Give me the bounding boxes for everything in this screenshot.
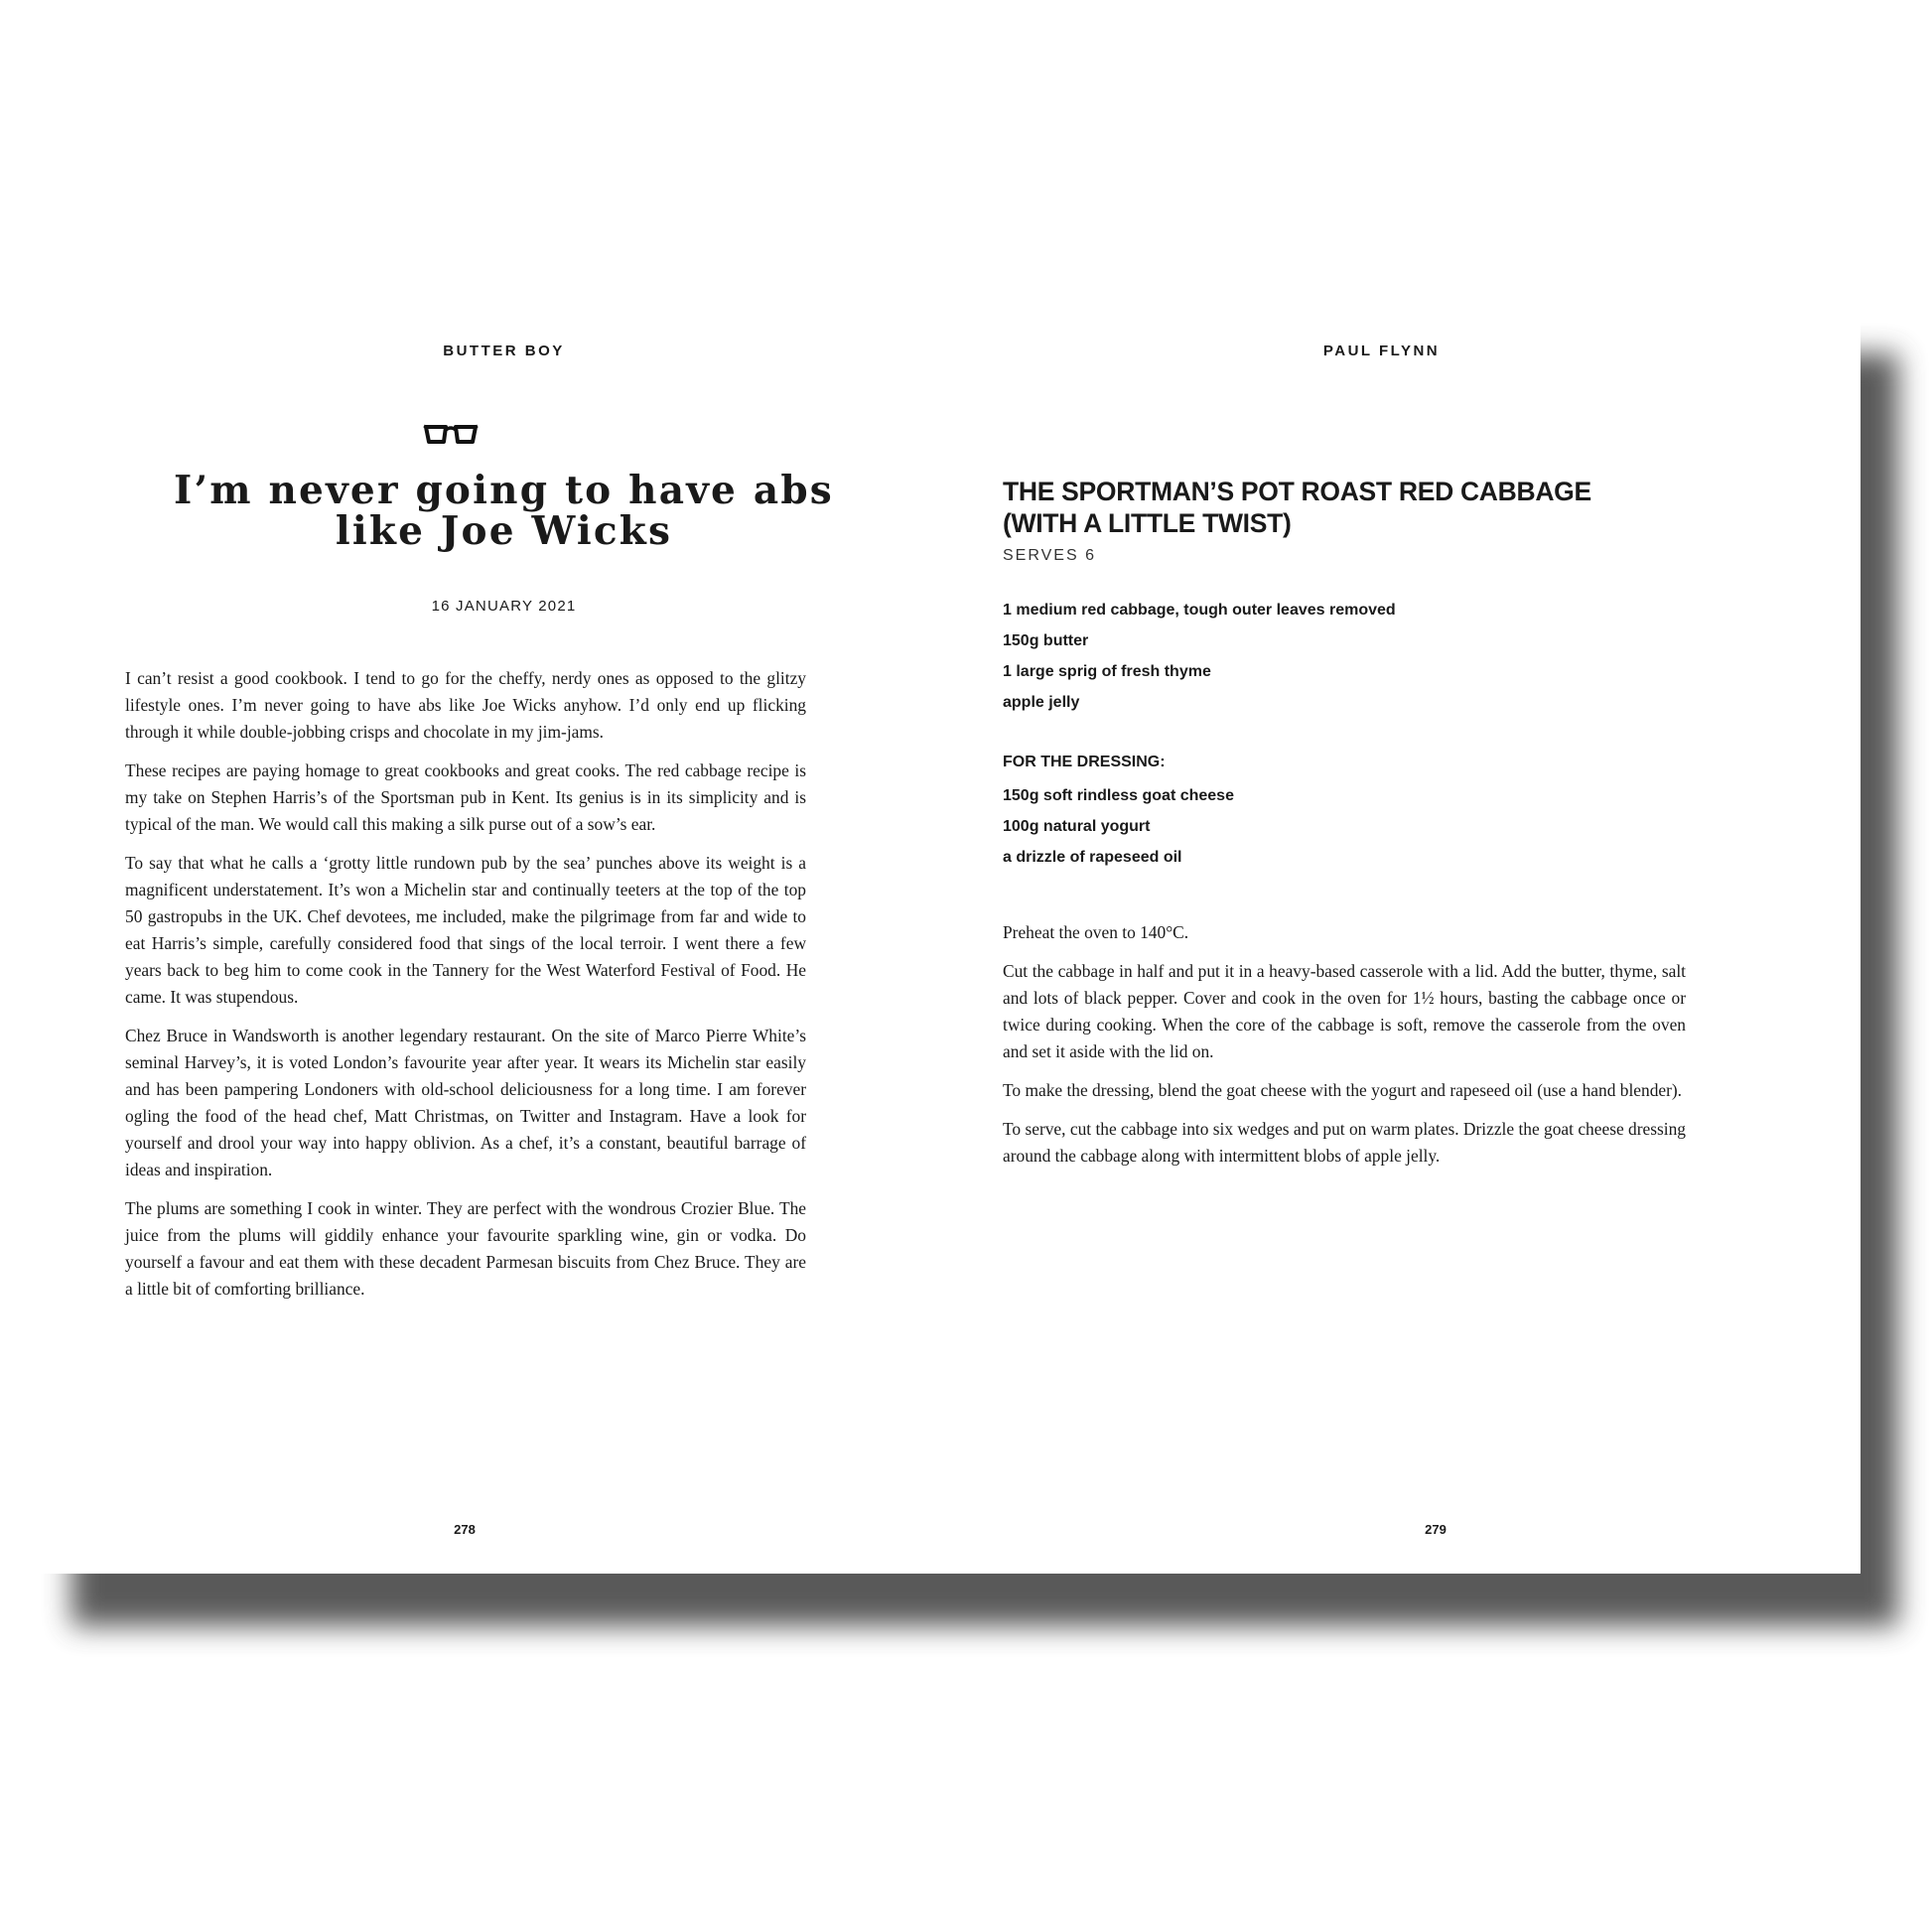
ingredient-item: 150g butter — [1003, 632, 1089, 649]
recipe-title-line-2: (WITH A LITTLE TWIST) — [1003, 508, 1292, 538]
chapter-title-line-1: I’m never going to have abs — [174, 468, 834, 513]
right-page — [953, 321, 1861, 1574]
ingredient-item: 1 large sprig of fresh thyme — [1003, 663, 1211, 680]
dressing-ingredient-item: 100g natural yogurt — [1003, 818, 1151, 835]
method-step: To serve, cut the cabbage into six wedges and put on warm plates. Drizzle the goat cheese dressing around the cabbage along with intermittent blobs of apple jelly. — [1003, 1119, 1686, 1166]
recipe-title-line-1: THE SPORTMAN’S POT ROAST RED CABBAGE — [1003, 477, 1591, 506]
glasses-icon — [423, 421, 479, 447]
running-head-right: PAUL FLYNN — [1322, 343, 1441, 359]
method-step: To make the dressing, blend the goat cheese with the yogurt and rapeseed oil (use a hand blender). — [1003, 1080, 1683, 1100]
essay-paragraph: To say that what he calls a ‘grotty little rundown pub by the sea’ punches above its weight is a magnificent understatement. It’s won a Michelin star and continually teeters at the top of the top 50 gastropubs in the UK. Chef devotees, me included, make the pilgrimage from far and wide to eat Harris’s simple, carefully considered food that sings of the local terroir. I went there a few years back to beg him to come cook in the Tannery for the West Waterford Festival of Food. He came. It was stupendous. — [125, 853, 806, 1007]
recipe-title — [1003, 476, 1718, 539]
dressing-ingredient-item: 150g soft rindless goat cheese — [1003, 787, 1234, 804]
left-page — [40, 321, 953, 1574]
essay-paragraph: Chez Bruce in Wandsworth is another legendary restaurant. On the site of Marco Pierre White’s seminal Harvey’s, it is voted London’s favourite year after year. It wears its Michelin star easily and has been pampering Londoners with old-school deliciousness for a long time. I am forever ogling the food of the head chef, Matt Christmas, on Twitter and Instagram. Have a look for yourself and drool your way into happy oblivion. As a chef, it’s a constant, beautiful barrage of ideas and inspiration. — [125, 1026, 806, 1179]
chapter-title-line-2: like Joe Wicks — [335, 508, 673, 554]
essay-paragraph: These recipes are paying homage to great cookbooks and great cooks. The red cabbage recipe is my take on Stephen Harris’s of the Sportsman pub in Kent. Its genius is in its simplicity and is typical of the man. We would call this making a silk purse out of a sow’s ear. — [125, 760, 806, 834]
recipe-method — [1003, 919, 1686, 1181]
dressing-ingredient-list — [1003, 784, 1698, 877]
dressing-heading: FOR THE DRESSING: — [1003, 754, 1166, 770]
chapter-date: 16 JANUARY 2021 — [431, 598, 577, 615]
method-step: Preheat the oven to 140°C. — [1003, 922, 1189, 942]
chapter-title — [125, 468, 883, 554]
recipe-serves: SERVES 6 — [1003, 547, 1096, 564]
running-head-left: BUTTER BOY — [443, 343, 565, 359]
essay-paragraph: The plums are something I cook in winter. They are perfect with the wondrous Crozier Blue. The juice from the plums will giddily enhance your favourite sparkling wine, gin or vodka. Do yourself a favour and eat them with these decadent Parmesan biscuits from Chez Bruce. They are a little bit of comforting brilliance. — [125, 1198, 806, 1299]
page-number-right: 279 — [1425, 1522, 1447, 1537]
ingredient-item: apple jelly — [1003, 694, 1080, 711]
book-spread — [40, 321, 1861, 1574]
ingredient-list — [1003, 599, 1698, 722]
method-step: Cut the cabbage in half and put it in a heavy-based casserole with a lid. Add the butter, thyme, salt and lots of black pepper. Cover and cook in the oven for 1½ hours, basting the cabbage once or twice during cooking. When the core of the cabbage is soft, remove the casserole from the oven and set it aside with the lid on. — [1003, 961, 1686, 1061]
essay-body — [125, 665, 806, 1314]
dressing-ingredient-item: a drizzle of rapeseed oil — [1003, 849, 1182, 866]
essay-paragraph: I can’t resist a good cookbook. I tend to go for the cheffy, nerdy ones as opposed to the glitzy lifestyle ones. I’m never going to have abs like Joe Wicks anyhow. I’d only end up flicking through it while double-jobbing crisps and chocolate in my jim-jams. — [125, 668, 806, 742]
ingredient-item: 1 medium red cabbage, tough outer leaves removed — [1003, 602, 1396, 619]
page-number-left: 278 — [454, 1522, 476, 1537]
